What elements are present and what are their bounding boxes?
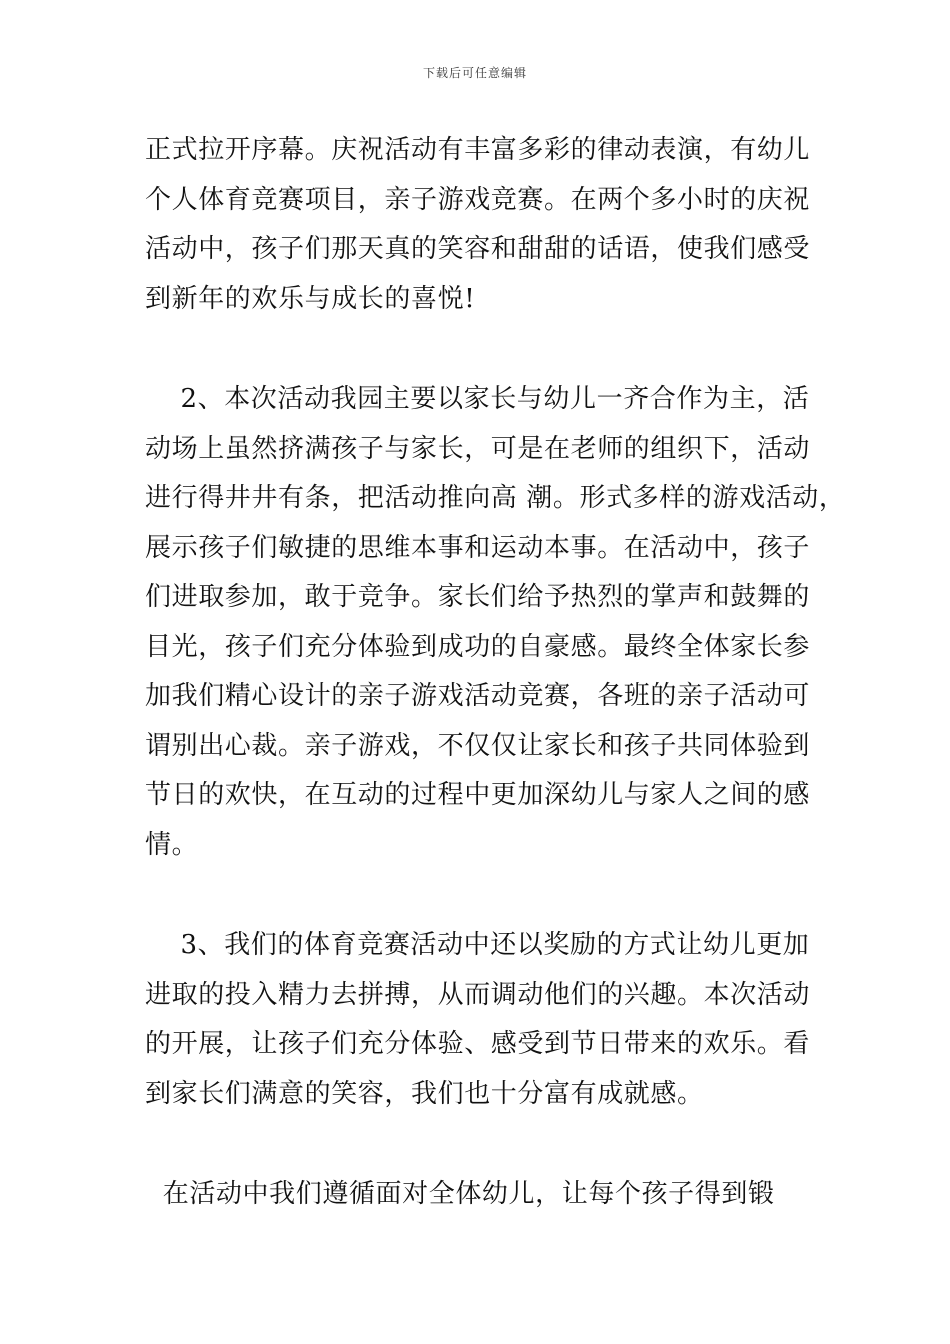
paragraph-1 <box>145 126 835 324</box>
page-header: 下载后可任意编辑 <box>422 66 527 80</box>
text-line: 目光，孩子们充分体验到成功的自豪感。最终全体家长参 <box>145 631 811 662</box>
text-line: 活动中，孩子们那天真的笑容和甜甜的话语，使我们感受 <box>145 234 811 264</box>
text-line: 节日的欢快，在互动的过程中更加深幼儿与家人之间的感 <box>145 780 811 810</box>
text-line: 3、我们的体育竞赛活动中还以奖励的方式让幼儿更加 <box>145 930 810 960</box>
text-line: 动场上虽然挤满孩子与家长，可是在老师的组织下，活动 <box>145 433 811 464</box>
text-line: 到新年的欢乐与成长的喜悦! <box>145 283 476 314</box>
text-line: 个人体育竞赛项目，亲子游戏竞赛。在两个多小时的庆祝 <box>145 184 811 215</box>
text-line: 进行得井井有条，把活动推向高 潮。形式多样的游戏活动， <box>145 483 846 513</box>
paragraph-gap <box>145 1119 835 1170</box>
text-line: 们进取参加，敢于竞争。家长们给予热烈的掌声和鼓舞的 <box>145 582 811 612</box>
document-body <box>145 126 846 1220</box>
text-line: 展示孩子们敏捷的思维本事和运动本事。在活动中，孩子 <box>145 532 811 563</box>
text-line: 到家长们满意的笑容，我们也十分富有成就感。 <box>145 1078 704 1109</box>
text-line: 的开展，让孩子们充分体验、感受到节日带来的欢乐。看 <box>145 1029 811 1059</box>
text-line: 情。 <box>145 829 199 860</box>
text-line: 谓别出心裁。亲子游戏，不仅仅让家长和孩子共同体验到 <box>145 730 811 761</box>
paragraph-gap <box>145 324 835 375</box>
text-line: 加我们精心设计的亲子游戏活动竞赛，各班的亲子活动可 <box>145 681 811 711</box>
text-line: 在活动中我们遵循面对全体幼儿，让每个孩子得到锻 <box>145 1179 775 1209</box>
paragraph-3 <box>145 921 835 1119</box>
text-line: 正式拉开序幕。庆祝活动有丰富多彩的律动表演，有幼儿 <box>145 135 811 165</box>
paragraph-4 <box>145 1170 835 1220</box>
paragraph-2 <box>145 375 846 870</box>
text-line: 2、本次活动我园主要以家长与幼儿一齐合作为主，活 <box>145 384 810 414</box>
paragraph-gap <box>145 870 835 921</box>
text-line: 进取的投入精力去拼搏，从而调动他们的兴趣。本次活动 <box>145 979 811 1010</box>
